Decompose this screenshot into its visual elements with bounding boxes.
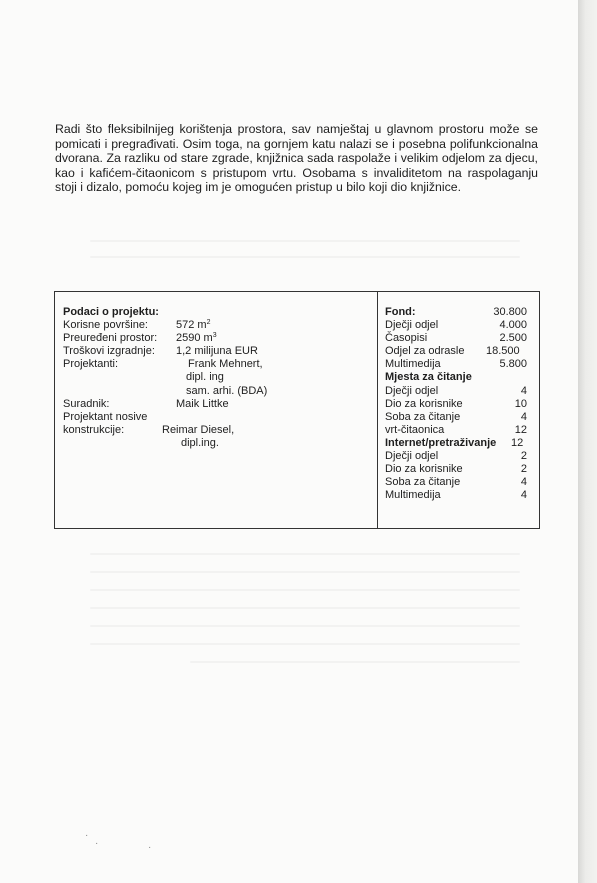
stat-label: Dječji odjel bbox=[385, 319, 439, 332]
stat-value: 2 bbox=[520, 450, 527, 463]
designers-label: Projektanti: bbox=[63, 358, 119, 371]
paper-speck: · bbox=[85, 830, 89, 841]
structure-row bbox=[63, 411, 368, 424]
designers-row-cont bbox=[63, 385, 368, 398]
stat-label: Dio za korisnike bbox=[385, 463, 463, 476]
stat-row bbox=[385, 319, 535, 332]
structure-row-cont bbox=[63, 424, 368, 437]
cost-row bbox=[63, 345, 368, 358]
paragraph-line: u bilo koji dio knjižnice. bbox=[335, 180, 462, 195]
fund-total: 30.800 bbox=[493, 306, 527, 318]
paragraph-line: polifunkcionalna dvorana. Za razliku od stare zgrade, knjižnica sada raspolaže i bbox=[55, 136, 539, 166]
stat-row bbox=[385, 385, 535, 398]
page-edge-shadow bbox=[578, 0, 597, 883]
stat-row bbox=[385, 358, 535, 371]
project-data-column bbox=[63, 306, 368, 450]
associate-value: Maik Littke bbox=[176, 397, 229, 410]
designers-value: Frank Mehnert, bbox=[188, 358, 263, 371]
rebuilt-value bbox=[176, 332, 217, 345]
structure-value: dipl.ing. bbox=[181, 436, 219, 449]
rebuilt-row bbox=[63, 332, 368, 345]
rebuilt-label: Preuređeni prostor: bbox=[63, 332, 158, 345]
designers-value: sam. arhi. (BDA) bbox=[186, 384, 268, 397]
show-through-line bbox=[90, 643, 520, 645]
stat-row bbox=[385, 476, 535, 489]
internet-heading: Internet/pretraživanje bbox=[385, 436, 497, 449]
stat-label: Odjel za odrasle bbox=[385, 345, 465, 358]
area-unit-exponent: 2 bbox=[206, 319, 211, 327]
stat-label: vrt-čitaonica bbox=[385, 423, 445, 436]
stat-label: Soba za čitanje bbox=[385, 410, 461, 423]
project-info-table bbox=[54, 291, 540, 529]
paper-speck: · bbox=[148, 842, 152, 853]
rebuilt-number: 2590 m bbox=[176, 332, 213, 345]
show-through-line bbox=[90, 625, 520, 627]
show-through-line bbox=[90, 571, 520, 573]
show-through-line bbox=[90, 589, 520, 591]
stat-row bbox=[385, 398, 535, 411]
body-paragraph bbox=[55, 122, 538, 195]
stat-value: 4 bbox=[520, 384, 527, 397]
stat-row bbox=[385, 450, 535, 463]
cost-value: 1,2 milijuna EUR bbox=[176, 345, 258, 358]
stat-value: 4.000 bbox=[499, 319, 527, 332]
paragraph-line: invaliditetom na raspolaganju stoji i dizalo, pomoću kojeg im je omogućen pristup bbox=[55, 165, 539, 195]
paragraph-line: velikim odjelom za djecu, kao i kafićem-čitaonicom s pristupom vrtu. Osobama s bbox=[55, 151, 538, 180]
stat-row bbox=[385, 424, 535, 437]
show-through-line bbox=[90, 607, 520, 609]
show-through-line bbox=[190, 661, 520, 663]
show-through-line bbox=[90, 240, 520, 242]
associate-row bbox=[63, 398, 368, 411]
designers-value: dipl. ing bbox=[186, 371, 224, 384]
stat-row bbox=[385, 489, 535, 502]
area-row bbox=[63, 319, 368, 332]
associate-label: Suradnik: bbox=[63, 397, 110, 410]
statistics-column bbox=[385, 306, 535, 502]
paragraph-line: Radi što fleksibilnijeg korištenja prostora, sav namještaj u glavnom prostoru bbox=[55, 122, 484, 136]
designers-row-cont bbox=[63, 371, 368, 384]
cost-label: Troškovi izgradnje: bbox=[63, 345, 155, 358]
stat-value: 5.800 bbox=[499, 358, 527, 371]
structure-row-cont bbox=[63, 437, 368, 450]
stat-label: Dječji odjel bbox=[385, 450, 439, 463]
paragraph-line: može se pomicati i pregrađivati. Osim toga, na gornjem katu nalazi se i posebna bbox=[55, 122, 539, 151]
stat-label: Dio za korisnike bbox=[385, 397, 463, 410]
stat-label: Časopisi bbox=[385, 332, 428, 345]
stat-value: 2 bbox=[520, 463, 527, 476]
structure-label: konstrukcije: bbox=[63, 423, 125, 436]
area-label: Korisne površine: bbox=[63, 319, 148, 332]
project-heading: Podaci o projektu: bbox=[63, 306, 159, 318]
stat-value: 4 bbox=[520, 489, 527, 502]
stat-row bbox=[385, 345, 535, 358]
structure-label: Projektant nosive bbox=[63, 410, 148, 423]
paper-speck: · bbox=[95, 838, 99, 849]
stat-value: 4 bbox=[520, 410, 527, 423]
internet-total: 12 bbox=[511, 436, 524, 449]
stat-label: Soba za čitanje bbox=[385, 476, 461, 489]
stat-value: 18.500 bbox=[486, 345, 520, 358]
show-through-line bbox=[90, 553, 520, 555]
reading-heading-row bbox=[385, 371, 535, 384]
structure-value: Reimar Diesel, bbox=[162, 423, 235, 436]
internet-heading-row bbox=[385, 437, 535, 450]
designers-row bbox=[63, 358, 368, 371]
stat-row bbox=[385, 463, 535, 476]
reading-heading: Mjesta za čitanje bbox=[385, 371, 472, 384]
stat-label: Multimedija bbox=[385, 489, 441, 502]
area-value bbox=[176, 319, 210, 332]
rebuilt-unit-exponent: 3 bbox=[212, 332, 217, 340]
fund-heading: Fond: bbox=[385, 306, 416, 318]
column-divider bbox=[377, 292, 378, 528]
stat-value: 10 bbox=[514, 397, 527, 410]
stat-row bbox=[385, 411, 535, 424]
area-number: 572 m bbox=[176, 319, 207, 332]
stat-row bbox=[385, 332, 535, 345]
show-through-line bbox=[90, 256, 520, 258]
fund-heading-row bbox=[385, 306, 535, 319]
stat-value: 4 bbox=[520, 476, 527, 489]
stat-label: Dječji odjel bbox=[385, 384, 439, 397]
stat-value: 2.500 bbox=[499, 332, 527, 345]
stat-value: 12 bbox=[514, 423, 527, 436]
stat-label: Multimedija bbox=[385, 358, 441, 371]
